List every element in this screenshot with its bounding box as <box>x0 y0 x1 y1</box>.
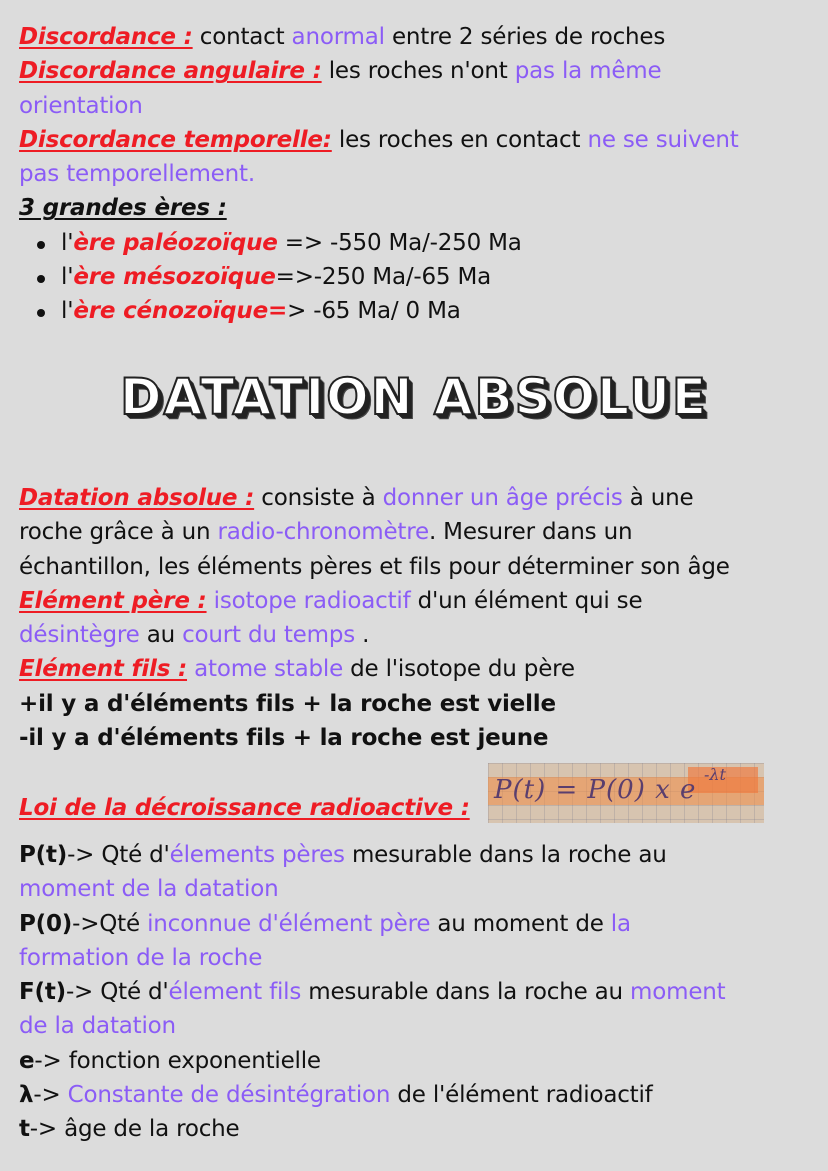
term-discordance-angulaire: Discordance angulaire : <box>19 58 322 85</box>
discordance-temporelle-definition: Discordance temporelle: les roches en contact ne se suivent <box>19 126 739 153</box>
term-discordance: Discordance : <box>19 24 193 50</box>
formula-exponent: -λt <box>704 765 726 784</box>
list-item: l'ère mésozoïque=>-250 Ma/-65 Ma <box>33 260 814 294</box>
page-title: DATATION ABSOLUE <box>120 368 708 426</box>
law-title: Loi de la décroissance radioactive : <box>19 795 470 821</box>
datation-section: Datation absolue : consiste à donner un âge précis à une roche grâce à un radio-chronomètre. Mesurer dans un échantillon, les éléments pères et fils pour déterminer son âge Elément père : isotope radioactif d'un élément qui se désintègre au court du temps . Elément fils : atome stable de l'isotope du père +il y a d'éléments fils + la roche est vielle -il y a d'éléments fils + la roche est jeune <box>19 485 730 752</box>
term-datation-absolue: Datation absolue : <box>19 485 255 511</box>
list-item: l'ère cénozoïque=> -65 Ma/ 0 Ma <box>33 294 814 328</box>
formula-text: P(t) = P(0) x e <box>494 775 697 805</box>
list-item: l'ère paléozoïque => -550 Ma/-250 Ma <box>33 226 814 260</box>
eras-heading: 3 grandes ères : <box>19 195 227 222</box>
discordance-definition: Discordance : contact anormal entre 2 séries de roches <box>19 24 666 50</box>
term-element-pere: Elément père : <box>19 587 207 614</box>
formula-image <box>488 763 764 823</box>
term-element-fils: Elément fils : <box>19 656 188 683</box>
eras-list <box>19 226 814 329</box>
term-discordance-temporelle: Discordance temporelle: <box>19 126 332 153</box>
definitions-section: P(t)-> Qté d'élements pères mesurable dans la roche au moment de la datation P(0)->Qté inconnue d'élément père au moment de la formation de la roche F(t)-> Qté d'élement fils mesurable dans la roche au moment de la datation e-> fonction exponentielle λ-> Constante de désintégration de l'élément radioactif t-> âge de la roche <box>19 842 726 1143</box>
discordance-angulaire-definition: Discordance angulaire : les roches n'ont pas la même <box>19 58 662 85</box>
discordance-section: Discordance : contact anormal entre 2 séries de roches Discordance angulaire : les roches n'ont pas la même orientation Discordance temporelle: les roches en contact ne se suivent pas temporellement. 3 grandes ères : l'ère paléozoïque => -550 Ma/-250 Ma l'ère mésozoïque=>-250 Ma/-65 Ma l'ère cénozoïque=> -65 Ma/ 0 Ma <box>19 20 814 329</box>
